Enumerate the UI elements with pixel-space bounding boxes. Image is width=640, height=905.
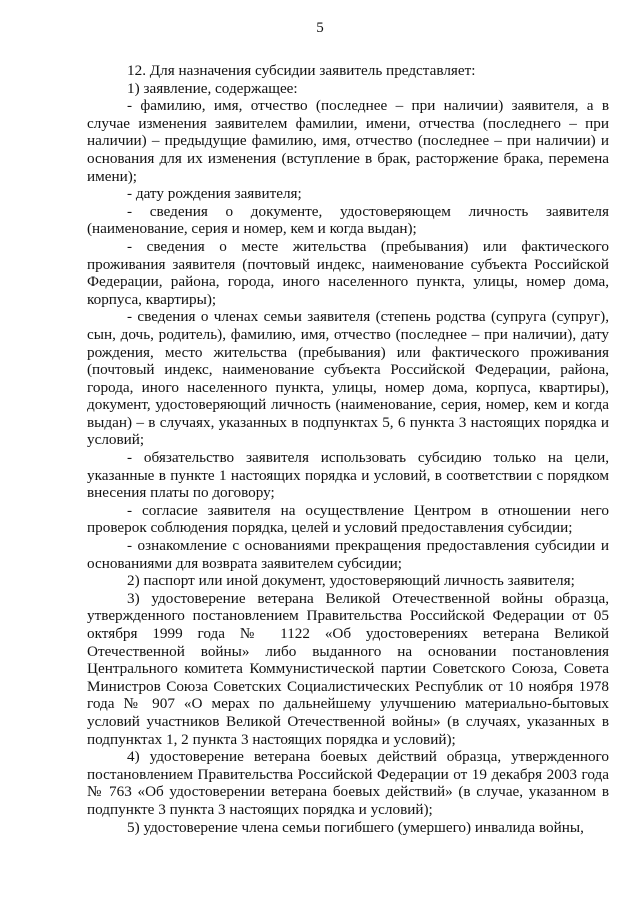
paragraph-identity-document: - сведения о документе, удостоверяющем личность заявителя (наименование, серия и номер, кем и когда выдан);: [87, 202, 609, 238]
paragraph-family-members: - сведения о членах семьи заявителя (степень родства (супруга (супруг), сын, дочь, родитель), фамилию, имя, отчество (последнее – при наличии), дату рождения, место жительства (пребывания) или фактического проживания (почтовый индекс, наименование субъекта Российской Федерации, района, города, иного населенного пункта, улицы, номер дома, корпуса, квартиры), документ, удостоверяющий личность (наименование, серия, номер, кем и когда выдан) – в случаях, указанных в подпунктах 5, 6 пункта 3 настоящих порядка и условий;: [87, 308, 609, 449]
paragraph-residence: - сведения о месте жительства (пребывания) или фактического проживания заявителя (почтовый индекс, наименование субъекта Российской Федерации, района, города, иного населенного пункта, улицы, номер дома, корпуса, квартиры);: [87, 237, 609, 308]
paragraph-subitem-2-passport: 2) паспорт или иной документ, удостоверяющий личность заявителя;: [127, 572, 575, 590]
paragraph-birth-date: - дату рождения заявителя;: [127, 185, 302, 203]
paragraph-consent: - согласие заявителя на осуществление Центром в отношении него проверок соблюдения порядка, целей и условий предоставления субсидии;: [87, 501, 609, 537]
paragraph-subitem-5-family-certificate: 5) удостоверение члена семьи погибшего (умершего) инвалида войны,: [127, 818, 584, 836]
page-number: 5: [316, 20, 324, 36]
document-body: [87, 62, 609, 836]
paragraph-subitem-4-combat-veteran: 4) удостоверение ветерана боевых действий образца, утвержденного постановлением Правительства Российской Федерации от 19 декабря 2003 года № 763 «Об удостоверении ветерана боевых действий» (в случае, указанном в подпункте 3 пункта 3 настоящих порядка и условий);: [87, 748, 609, 818]
paragraph-obligation: - обязательство заявителя использовать субсидию только на цели, указанные в пункте 1 настоящих порядка и условий, в соответствии с порядком внесения платы по договору;: [87, 449, 609, 502]
paragraph-subitem-1-application: 1) заявление, содержащее:: [127, 79, 298, 97]
paragraph-subitem-3-wwii-veteran: 3) удостоверение ветерана Великой Отечественной войны образца, утвержденного постановлением Правительства Российской Федерации от 05 октября 1999 года № 1122 «Об удостоверениях ветерана Великой Отечественной войны» либо выданного на основании постановления Центрального комитета Коммунистической партии Советского Союза, Совета Министров Союза Советских Социалистических Республик от 10 ноября 1978 года № 907 «О мерах по дальнейшему улучшению материально-бытовых условий участников Великой Отечественной войны» (в случаях, указанных в подпунктах 1, 2 пункта 3 настоящих порядка и условий);: [87, 589, 609, 748]
paragraph-applicant-names: - фамилию, имя, отчество (последнее – при наличии) заявителя, а в случае изменения заявителем фамилии, имени, отчества (последнего – при наличии) – предыдущие фамилию, имя, отчество (последнее – при наличии) и основания для их изменения (вступление в брак, расторжение брака, перемена имени);: [87, 97, 609, 185]
paragraph-acquaintance: - ознакомление с основаниями прекращения предоставления субсидии и основаниями для возврата заявителем субсидии;: [87, 537, 609, 572]
paragraph-item-12-heading: 12. Для назначения субсидии заявитель представляет:: [127, 62, 476, 79]
